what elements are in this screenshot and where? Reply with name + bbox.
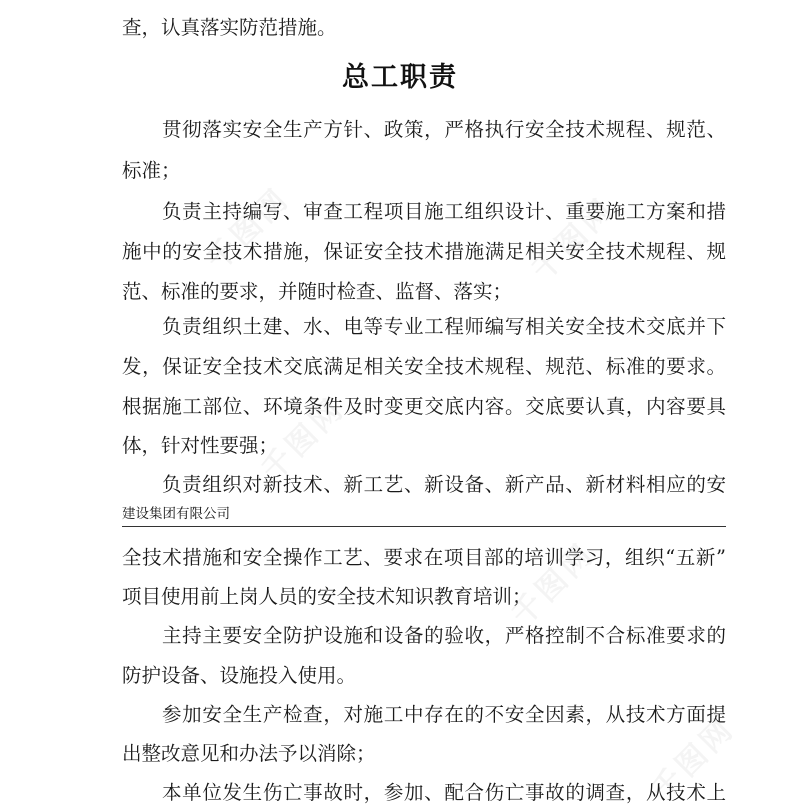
paragraph-line: 本单位发生伤亡事故时，参加、配合伤亡事故的调查，从技术上 bbox=[162, 781, 726, 804]
watermark: 千图网 bbox=[505, 536, 602, 633]
paragraph-line: 根据施工部位、环境条件及时变更交底内容。交底要认真，内容要具 bbox=[122, 395, 726, 418]
paragraph-line: 参加安全生产检查，对施工中存在的不安全因素，从技术方面提 bbox=[162, 703, 726, 726]
footer-divider bbox=[122, 526, 726, 527]
paragraph-line: 体，针对性要强； bbox=[122, 434, 279, 457]
paragraph-line: 负责主持编写、审查工程项目施工组织设计、重要施工方案和措 bbox=[162, 200, 726, 223]
watermark: 千图网 bbox=[200, 181, 297, 278]
watermark: 千图网 bbox=[525, 191, 622, 288]
paragraph-line: 查，认真落实防范措施。 bbox=[122, 16, 337, 39]
paragraph-line: 负责组织土建、水、电等专业工程师编写相关安全技术交底并下 bbox=[162, 315, 726, 338]
paragraph-line: 发，保证安全技术交底满足相关安全技术规程、规范、标准的要求。 bbox=[122, 355, 726, 378]
paragraph-line: 主持主要安全防护设施和设备的验收，严格控制不合标准要求的 bbox=[162, 624, 726, 647]
paragraph-line: 项目使用前上岗人员的安全技术知识教育培训； bbox=[122, 585, 532, 608]
watermark: 千图网 bbox=[255, 391, 352, 488]
paragraph-line: 负责组织对新技术、新工艺、新设备、新产品、新材料相应的安 bbox=[162, 473, 726, 496]
watermark: 千图网 bbox=[645, 711, 742, 808]
page-title: 总工职责 bbox=[342, 62, 458, 93]
paragraph-line: 标准； bbox=[122, 159, 181, 182]
paragraph-line: 范、标准的要求，并随时检查、监督、落实； bbox=[122, 280, 513, 303]
footer-company-name: 建设集团有限公司 bbox=[122, 506, 230, 522]
paragraph-line: 施中的安全技术措施，保证安全技术措施满足相关安全技术规程、规 bbox=[122, 240, 726, 263]
paragraph-line: 贯彻落实安全生产方针、政策，严格执行安全技术规程、规范、 bbox=[162, 118, 726, 141]
paragraph-line: 全技术措施和安全操作工艺、要求在项目部的培训学习，组织“五新” bbox=[122, 546, 726, 569]
paragraph-line: 防护设备、设施投入使用。 bbox=[122, 664, 357, 687]
paragraph-line: 出整改意见和办法予以消除； bbox=[122, 742, 376, 765]
